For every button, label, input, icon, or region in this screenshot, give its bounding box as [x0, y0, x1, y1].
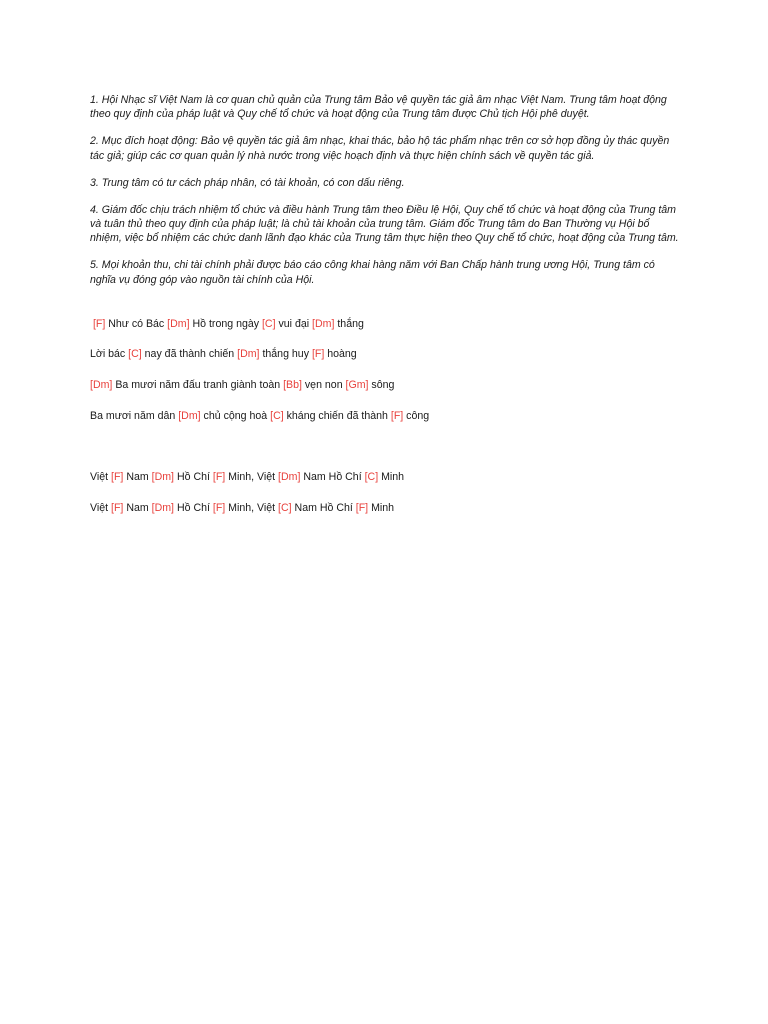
note-5: 5. Mọi khoản thu, chi tài chính phải được báo cáo công khai hàng năm với Ban Chấp hành trung ương Hội, Trung tâm có nghĩa vụ đóng góp vào nguồn tài chính của Hội.: [90, 259, 655, 286]
lyric-text: nay đã thành chiến: [141, 348, 238, 360]
lyric-text: Nam: [123, 502, 152, 514]
note-1: 1. Hội Nhạc sĩ Việt Nam là cơ quan chủ quản của Trung tâm Bảo vệ quyền tác giả âm nhạc Việt Nam. Trung tâm hoạt động theo quy định của pháp luật và Quy chế tổ chức và hoạt động của Trung tâm được Chủ tịch Hội phê duyệt.: [90, 94, 667, 121]
chord: [Dm]: [90, 379, 113, 391]
lyric-text: Việt: [90, 502, 112, 514]
lyric-text: Nam Hồ Chí: [291, 502, 356, 514]
chord: [F]: [111, 502, 124, 514]
lyric-text: vẹn non: [301, 379, 346, 391]
chord: [Dm]: [312, 318, 335, 330]
notes-section: [90, 93, 680, 300]
lyric-text: Minh, Việt: [225, 471, 279, 483]
lyric-line-2: [90, 347, 690, 361]
chord: [Dm]: [178, 410, 201, 422]
chord: [F]: [390, 410, 404, 422]
lyric-text: thắng huy: [259, 348, 312, 360]
note-2: 2. Mục đích hoạt động: Bảo vệ quyền tác giả âm nhạc, khai thác, bảo hộ tác phẩm nhạc trên cơ sở hợp đồng ủy thác quyền tác giả; giúp các cơ quan quản lý nhà nước trong việc hoạch định và thực hiện chính sách về quyền tác giả.: [90, 135, 670, 162]
lyric-text: Minh: [378, 471, 405, 483]
lyric-text: công: [403, 410, 430, 422]
lyric-text: Minh: [368, 502, 395, 514]
lyric-line-3: [90, 378, 690, 392]
lyric-line-1: [90, 317, 690, 331]
chord: [Dm]: [151, 502, 175, 514]
lyric-text: chủ cộng hoà: [200, 410, 271, 422]
lyric-text: Việt: [90, 471, 112, 483]
chord: [Dm]: [278, 471, 301, 483]
lyric-text: hoàng: [324, 348, 357, 360]
chord: [Dm]: [237, 348, 260, 360]
lyric-text: thắng: [334, 318, 364, 330]
lyric-text: kháng chiến đã thành: [283, 410, 391, 422]
chord: [Dm]: [151, 471, 175, 483]
note-4: 4. Giám đốc chịu trách nhiệm tổ chức và điều hành Trung tâm theo Điều lệ Hội, Quy chế tổ chức và hoạt động của Trung tâm và tuân thủ theo quy định của pháp luật; là chủ tài khoản của trung tâm. Giám đốc Trung tâm do Ban Thường vụ Hội bổ nhiệm, việc bổ nhiệm các chức danh lãnh đạo khác của Trung tâm thực hiện theo Quy chế tổ chức, hoạt động của Trung tâm.: [90, 203, 679, 245]
lyric-text: Hồ Chí: [174, 471, 213, 483]
note-3: 3. Trung tâm có tư cách pháp nhân, có tài khoản, có con dấu riêng.: [90, 176, 405, 189]
lyric-text: Ba mươi năm đấu tranh giành toàn: [112, 379, 284, 391]
lyric-text: Minh, Việt: [225, 502, 279, 514]
chord: [Gm]: [345, 379, 369, 391]
lyric-text: Lời bác: [90, 348, 129, 360]
chord: [F]: [212, 502, 226, 514]
chord: [F]: [111, 471, 124, 483]
chord: [C]: [364, 471, 379, 483]
chord: [Bb]: [283, 379, 302, 391]
chord: [F]: [92, 318, 106, 330]
chord: [F]: [311, 348, 325, 360]
lyric-text: vui đại: [275, 318, 313, 330]
chord: [F]: [212, 471, 226, 483]
chord: [C]: [128, 348, 142, 360]
lyrics-section: [90, 317, 690, 515]
lyric-text: Nam Hồ Chí: [300, 471, 365, 483]
lyric-text: Ba mươi năm dân: [90, 410, 179, 422]
lyric-text: Như có Bác: [105, 318, 168, 330]
lyric-line-5: [90, 470, 690, 484]
chord: [C]: [270, 410, 284, 422]
lyric-text: Nam: [123, 471, 152, 483]
lyric-text: Hồ trong ngày: [189, 318, 262, 330]
lyric-line-4: [90, 409, 690, 423]
chord: [F]: [355, 502, 369, 514]
lyric-text: sông: [368, 379, 395, 391]
chord: [C]: [261, 318, 276, 330]
chord: [C]: [278, 502, 292, 514]
lyric-line-6: [90, 501, 690, 515]
lyric-text: Hồ Chí: [174, 502, 213, 514]
chord: [Dm]: [167, 318, 190, 330]
